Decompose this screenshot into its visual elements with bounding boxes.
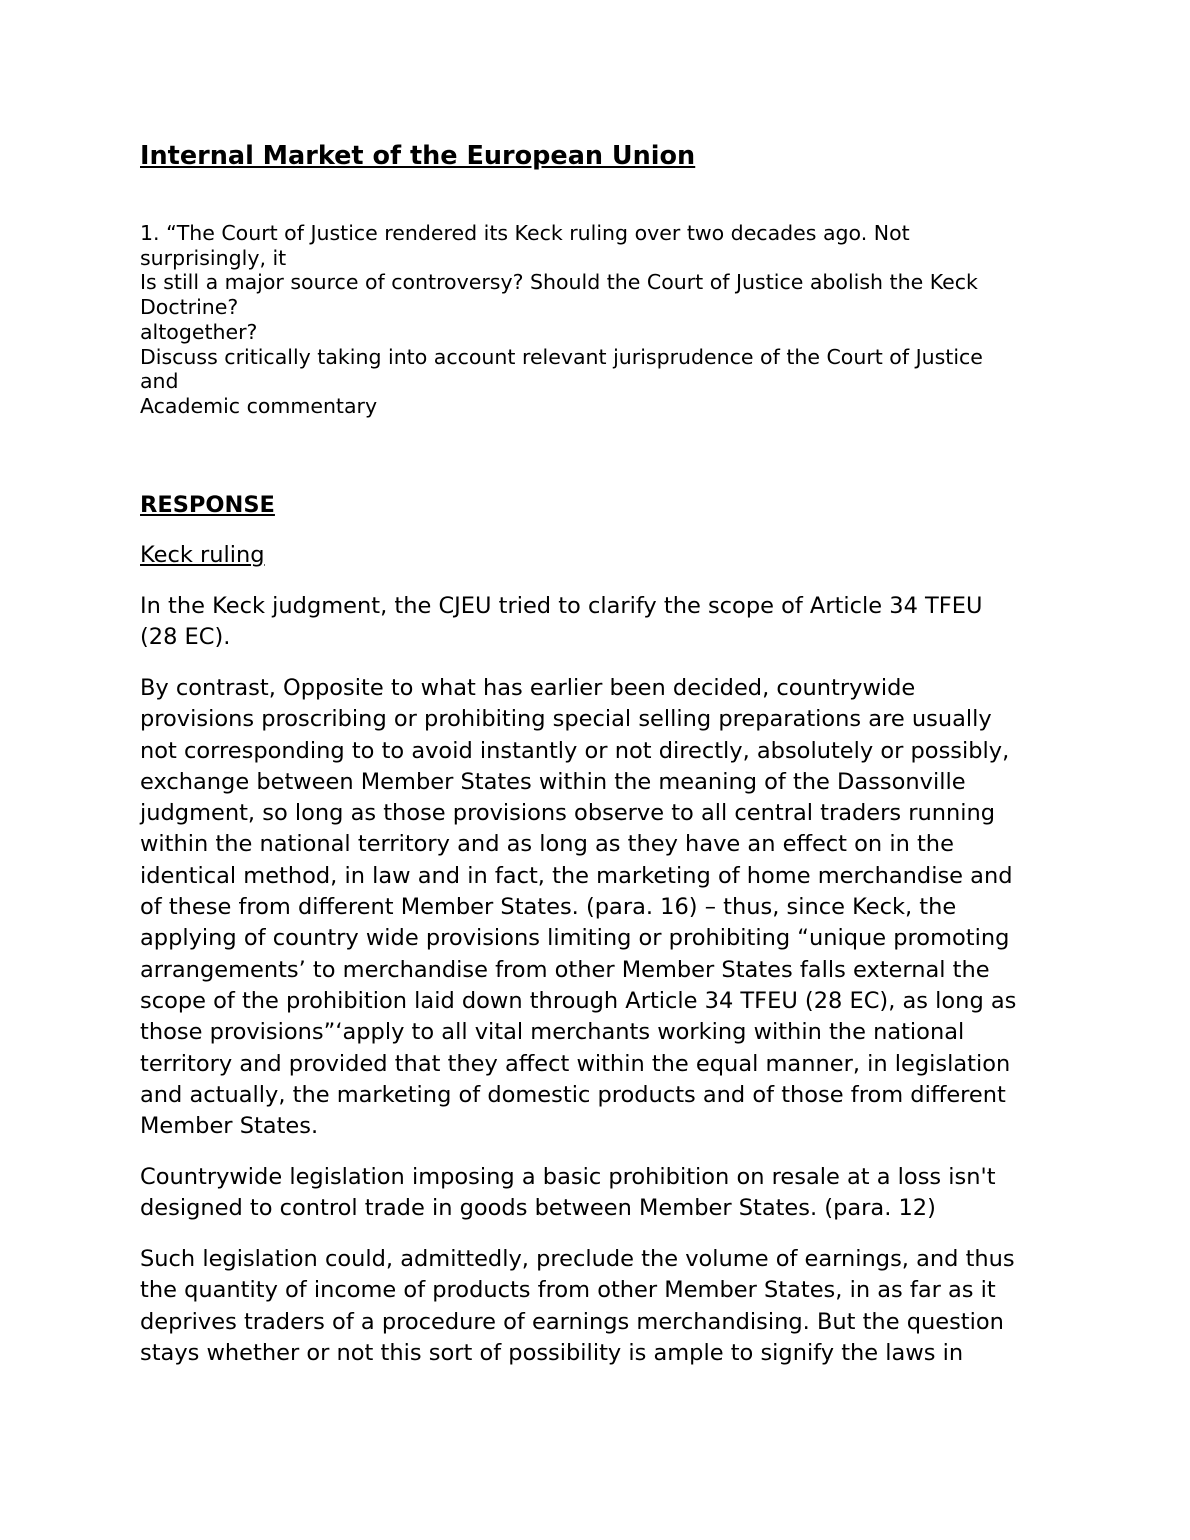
question-line: Discuss critically taking into account relevant jurisprudence of the Court of Justice	[140, 344, 983, 369]
paragraph-by-contrast	[140, 673, 1016, 1142]
text-line: applying of country wide provisions limiting or prohibiting “unique promoting	[140, 925, 1010, 952]
paragraph-resale-at-loss	[140, 1162, 996, 1225]
text-line: Member States.	[140, 1113, 319, 1140]
text-line: and actually, the marketing of domestic products and of those from different	[140, 1081, 1006, 1108]
question-line: 1. “The Court of Justice rendered its Keck ruling over two decades ago. Not	[140, 221, 910, 245]
text-line: deprives traders of a procedure of earnings merchandising. But the question	[140, 1308, 1004, 1335]
text-line: By contrast, Opposite to what has earlier been decided, countrywide	[140, 675, 916, 701]
text-line: judgment, so long as those provisions observe to all central traders running	[140, 800, 996, 827]
paragraph-keck-judgment	[140, 591, 982, 654]
question-line: Academic commentary	[140, 393, 378, 418]
text-line: In the Keck judgment, the CJEU tried to clarify the scope of Article 34 TFEU	[140, 593, 983, 619]
text-line: Such legislation could, admittedly, preclude the volume of earnings, and thus	[140, 1246, 1015, 1272]
response-heading: RESPONSE	[140, 492, 275, 518]
document-title: Internal Market of the European Union	[140, 141, 696, 171]
text-line: provisions proscribing or prohibiting special selling preparations are usually	[140, 706, 992, 733]
text-line: scope of the prohibition laid down through Article 34 TFEU (28 EC), as long as	[140, 987, 1017, 1014]
question-line: Doctrine?	[140, 295, 239, 320]
text-line: arrangements’ to merchandise from other Member States falls external the	[140, 956, 990, 983]
text-line: Countrywide legislation imposing a basic prohibition on resale at a loss isn't	[140, 1164, 996, 1190]
question-line: altogether?	[140, 319, 258, 344]
question-block	[140, 221, 1060, 419]
text-line: not corresponding to to avoid instantly or not directly, absolutely or possibly,	[140, 737, 1010, 764]
text-line: those provisions”‘apply to all vital merchants working within the national	[140, 1019, 965, 1046]
text-line: territory and provided that they affect within the equal manner, in legislation	[140, 1050, 1011, 1077]
text-line: of these from different Member States. (para. 16) – thus, since Keck, the	[140, 894, 957, 921]
text-line: within the national territory and as long as they have an effect on in the	[140, 831, 954, 858]
keck-ruling-heading: Keck ruling	[140, 542, 265, 568]
text-line: exchange between Member States within the meaning of the Dassonville	[140, 768, 966, 795]
text-line: designed to control trade in goods between Member States. (para. 12)	[140, 1195, 936, 1222]
question-line: Is still a major source of controversy? Should the Court of Justice abolish the Keck	[140, 270, 978, 295]
text-line: the quantity of income of products from other Member States, in as far as it	[140, 1277, 996, 1304]
question-line: and	[140, 369, 179, 394]
paragraph-such-legislation	[140, 1244, 1015, 1369]
text-line: (28 EC).	[140, 624, 231, 651]
text-line: identical method, in law and in fact, the marketing of home merchandise and	[140, 862, 1013, 889]
question-line: surprisingly, it	[140, 245, 287, 270]
text-line: stays whether or not this sort of possibility is ample to signify the laws in	[140, 1339, 964, 1366]
